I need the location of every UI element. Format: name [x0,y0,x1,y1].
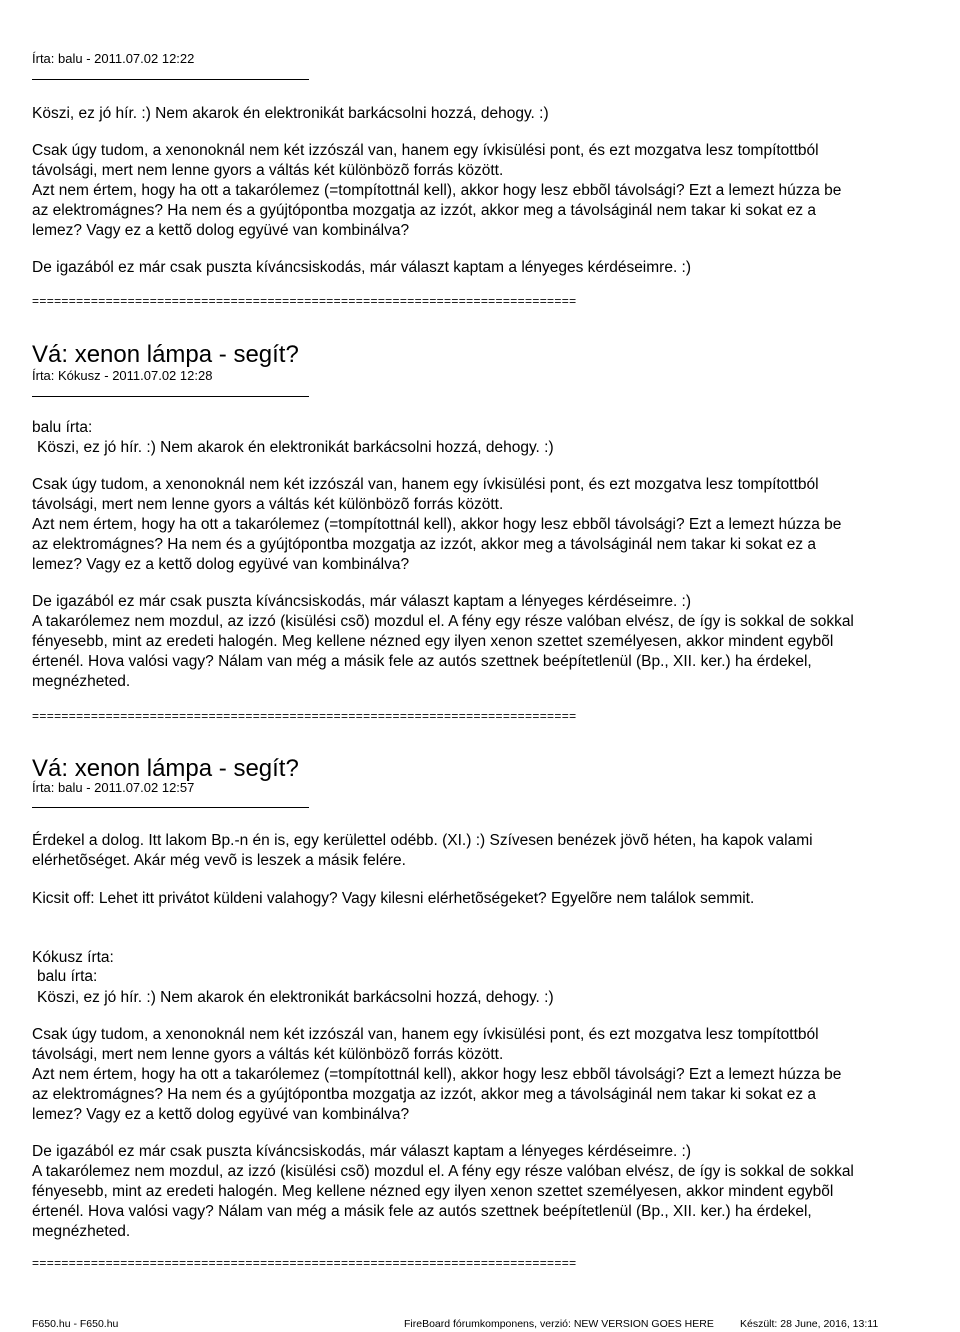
post-author-line: Írta: Kókusz - 2011.07.02 12:28 [32,368,213,383]
quote-label: balu írta: [32,419,93,436]
post-text-line: Azt nem értem, hogy ha ott a takarólemez (=tompítottnál kell), akkor hogy lesz ebbõl távolsági? Ezt a lemezt húzza be [32,516,842,533]
author-rule [32,807,309,808]
post-text-line: Csak úgy tudom, a xenonoknál nem két izzószál van, hanem egy ívkisülési pont, és ezt mozgatva lesz tompítottból [32,142,819,159]
post-text-line: Azt nem értem, hogy ha ott a takarólemez (=tompítottnál kell), akkor hogy lesz ebbõl távolsági? Ezt a lemezt húzza be [32,182,842,199]
footer-generated: Készült: 28 June, 2016, 13:11 [740,1318,879,1330]
post-separator: ========================================================================== [32,294,577,308]
post-text-line: fényesebb, mint az eredeti halogén. Meg kellene nézned egy ilyen xenon szettet személyesen, akkor mindent egybõl [32,1183,834,1200]
post-text-line: A takarólemez nem mozdul, az izzó (kisülési csõ) mozdul el. A fény egy része valóban elvész, de így is sokkal de sokkal [32,1163,854,1180]
post-text-line: lemez? Vagy ez a kettõ dolog együvé van kombinálva? [32,556,410,573]
post-text-line: De igazából ez már csak puszta kíváncsiskodás, már választ kaptam a lényeges kérdéseimre. :) [32,1143,692,1160]
post-text-line: lemez? Vagy ez a kettõ dolog együvé van kombinálva? [32,1106,410,1123]
quoted-text-line: Köszi, ez jó hír. :) Nem akarok én elektronikát barkácsolni hozzá, dehogy. :) [37,439,554,456]
post-separator: ========================================================================== [32,709,577,723]
post-text-line: elérhetõséget. Akár még vevõ is leszek a másik felére. [32,852,406,869]
post-text-line: távolsági, mert nem lenne gyors a váltás két különbözõ forrás között. [32,162,504,179]
post-text-line: az elektromágnes? Ha nem és a gyújtópontba mozgatja az izzót, akkor meg a távolságinál nem takar ki sokat ez a [32,536,817,553]
post-text-line: Azt nem értem, hogy ha ott a takarólemez (=tompítottnál kell), akkor hogy lesz ebbõl távolsági? Ezt a lemezt húzza be [32,1066,842,1083]
post-text-line: Köszi, ez jó hír. :) Nem akarok én elektronikát barkácsolni hozzá, dehogy. :) [32,105,549,122]
post-text-line: távolsági, mert nem lenne gyors a váltás két különbözõ forrás között. [32,1046,504,1063]
post-author-line: Írta: balu - 2011.07.02 12:57 [32,780,195,795]
post-text-line: fényesebb, mint az eredeti halogén. Meg kellene nézned egy ilyen xenon szettet személyesen, akkor mindent egybõl [32,633,834,650]
post-text-line: Érdekel a dolog. Itt lakom Bp.-n én is, egy kerülettel odébb. (XI.) :) Szívesen benézek jövõ héten, ha kapok valami [32,832,813,849]
post-text-line: De igazából ez már csak puszta kíváncsiskodás, már választ kaptam a lényeges kérdéseimre. :) [32,593,692,610]
post-text-line: megnézheted. [32,673,131,690]
post-text-line: értenél. Hova valósi vagy? Nálam van még a másik fele az autós szettnek beépítetlenül (Bp., XII. ker.) ha érdekel, [32,653,812,670]
post-title: Vá: xenon lámpa - segít? [32,341,299,368]
post-text-line: Csak úgy tudom, a xenonoknál nem két izzószál van, hanem egy ívkisülési pont, és ezt mozgatva lesz tompítottból [32,476,819,493]
post-text-line: lemez? Vagy ez a kettõ dolog együvé van kombinálva? [32,222,410,239]
footer-component: FireBoard fórumkomponens, verzió: NEW VERSION GOES HERE [404,1318,714,1330]
post-text-line: Csak úgy tudom, a xenonoknál nem két izzószál van, hanem egy ívkisülési pont, és ezt mozgatva lesz tompítottból [32,1026,819,1043]
post-text-line: az elektromágnes? Ha nem és a gyújtópontba mozgatja az izzót, akkor meg a távolságinál nem takar ki sokat ez a [32,202,817,219]
author-rule [32,79,309,80]
post-text-line: távolsági, mert nem lenne gyors a váltás két különbözõ forrás között. [32,496,504,513]
post-text-line: De igazából ez már csak puszta kíváncsiskodás, már választ kaptam a lényeges kérdéseimre. :) [32,259,692,276]
author-rule [32,396,309,397]
post-text-line: értenél. Hova valósi vagy? Nálam van még a másik fele az autós szettnek beépítetlenül (Bp., XII. ker.) ha érdekel, [32,1203,812,1220]
post-title: Vá: xenon lámpa - segít? [32,755,299,782]
quote-label: Kókusz írta: [32,949,114,966]
post-text-line: megnézheted. [32,1223,131,1240]
post-author-line: Írta: balu - 2011.07.02 12:22 [32,51,195,66]
quoted-text-line: Köszi, ez jó hír. :) Nem akarok én elektronikát barkácsolni hozzá, dehogy. :) [37,989,554,1006]
post-text-line: A takarólemez nem mozdul, az izzó (kisülési csõ) mozdul el. A fény egy része valóban elvész, de így is sokkal de sokkal [32,613,854,630]
post-text-line: az elektromágnes? Ha nem és a gyújtópontba mozgatja az izzót, akkor meg a távolságinál nem takar ki sokat ez a [32,1086,817,1103]
post-separator: ========================================================================== [32,1256,577,1270]
footer-site: F650.hu - F650.hu [32,1318,119,1330]
quote-label: balu írta: [37,968,98,985]
post-text-line: Kicsit off: Lehet itt privátot küldeni valahogy? Vagy kilesni elérhetõségeket? Egyelõre nem találok semmit. [32,890,755,907]
